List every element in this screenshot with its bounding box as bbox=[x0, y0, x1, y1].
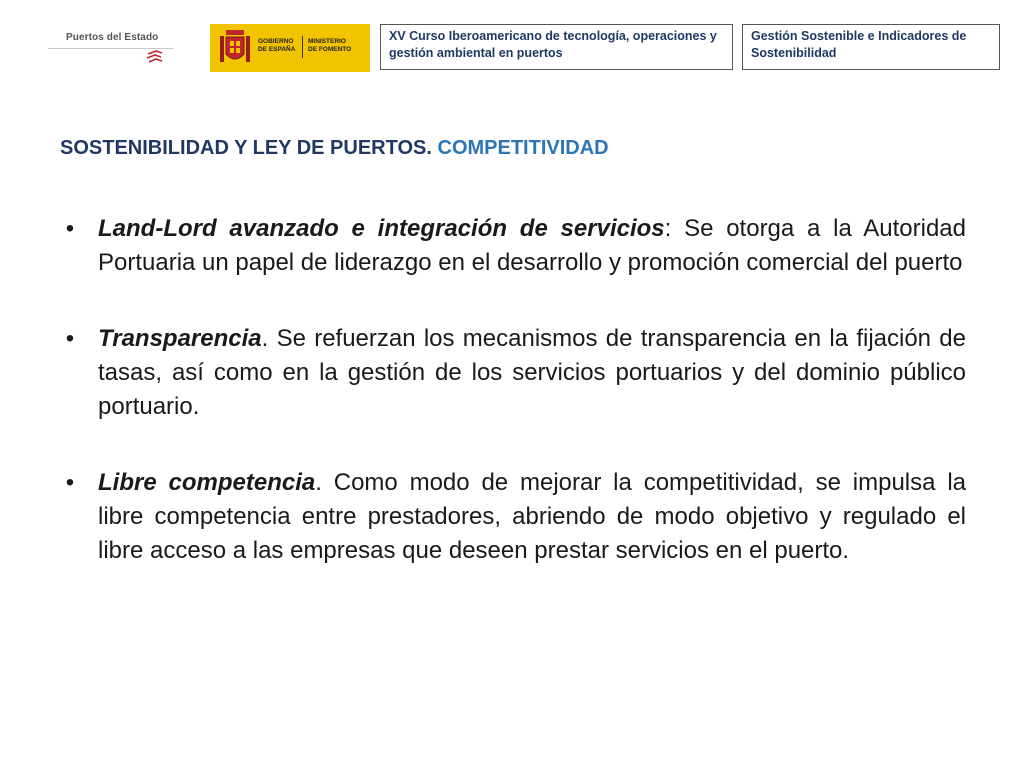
course-title-box: XV Curso Iberoamericano de tecnología, operaciones y gestión ambiental en puertos bbox=[380, 24, 733, 70]
bullet-dot-icon: • bbox=[65, 469, 75, 496]
gobierno-text: GOBIERNO DE ESPAÑA bbox=[258, 38, 296, 53]
bullet-term: Land-Lord avanzado e integración de servicios bbox=[98, 215, 665, 242]
puertos-logo-text: Puertos del Estado bbox=[66, 32, 159, 43]
bullet-dot-icon: • bbox=[65, 215, 75, 242]
logo-separator bbox=[302, 36, 303, 58]
slide-title-accent: COMPETITIVIDAD bbox=[437, 137, 609, 159]
bullet-item bbox=[60, 322, 966, 424]
bullet-text: : Se otorga a la Autoridad Portuaria un papel de liderazgo en el desarrollo y promoción comercial del puerto bbox=[98, 215, 966, 276]
bullet-dot-icon: • bbox=[65, 325, 75, 352]
gobierno-espana-logo bbox=[210, 24, 370, 72]
ministerio-text: MINISTERIO DE FOMENTO bbox=[308, 38, 352, 53]
bullet-term: Transparencia bbox=[98, 325, 262, 352]
bullet-text: . Se refuerzan los mecanismos de transparencia en la fijación de tasas, así como en la gestión de los servicios portuarios y del dominio público portuario. bbox=[98, 325, 966, 420]
bullet-term: Libre competencia bbox=[98, 469, 316, 496]
logo-divider bbox=[48, 48, 174, 49]
bullet-list bbox=[60, 212, 966, 610]
topic-title-box: Gestión Sostenible e Indicadores de Sostenibilidad bbox=[742, 24, 1000, 70]
puertos-del-estado-logo bbox=[48, 28, 174, 64]
slide-title-main: SOSTENIBILIDAD Y LEY DE PUERTOS. bbox=[60, 137, 432, 159]
slide-title bbox=[60, 137, 609, 160]
puertos-wave-icon bbox=[146, 50, 164, 64]
bullet-item bbox=[60, 212, 966, 280]
bullet-item bbox=[60, 466, 966, 568]
coat-of-arms-icon bbox=[218, 28, 252, 68]
bullet-text: . Como modo de mejorar la competitividad, se impulsa la libre competencia entre prestadores, abriendo de modo objetivo y regulado el libre acceso a las empresas que deseen prestar servicios en el puerto. bbox=[98, 469, 967, 564]
